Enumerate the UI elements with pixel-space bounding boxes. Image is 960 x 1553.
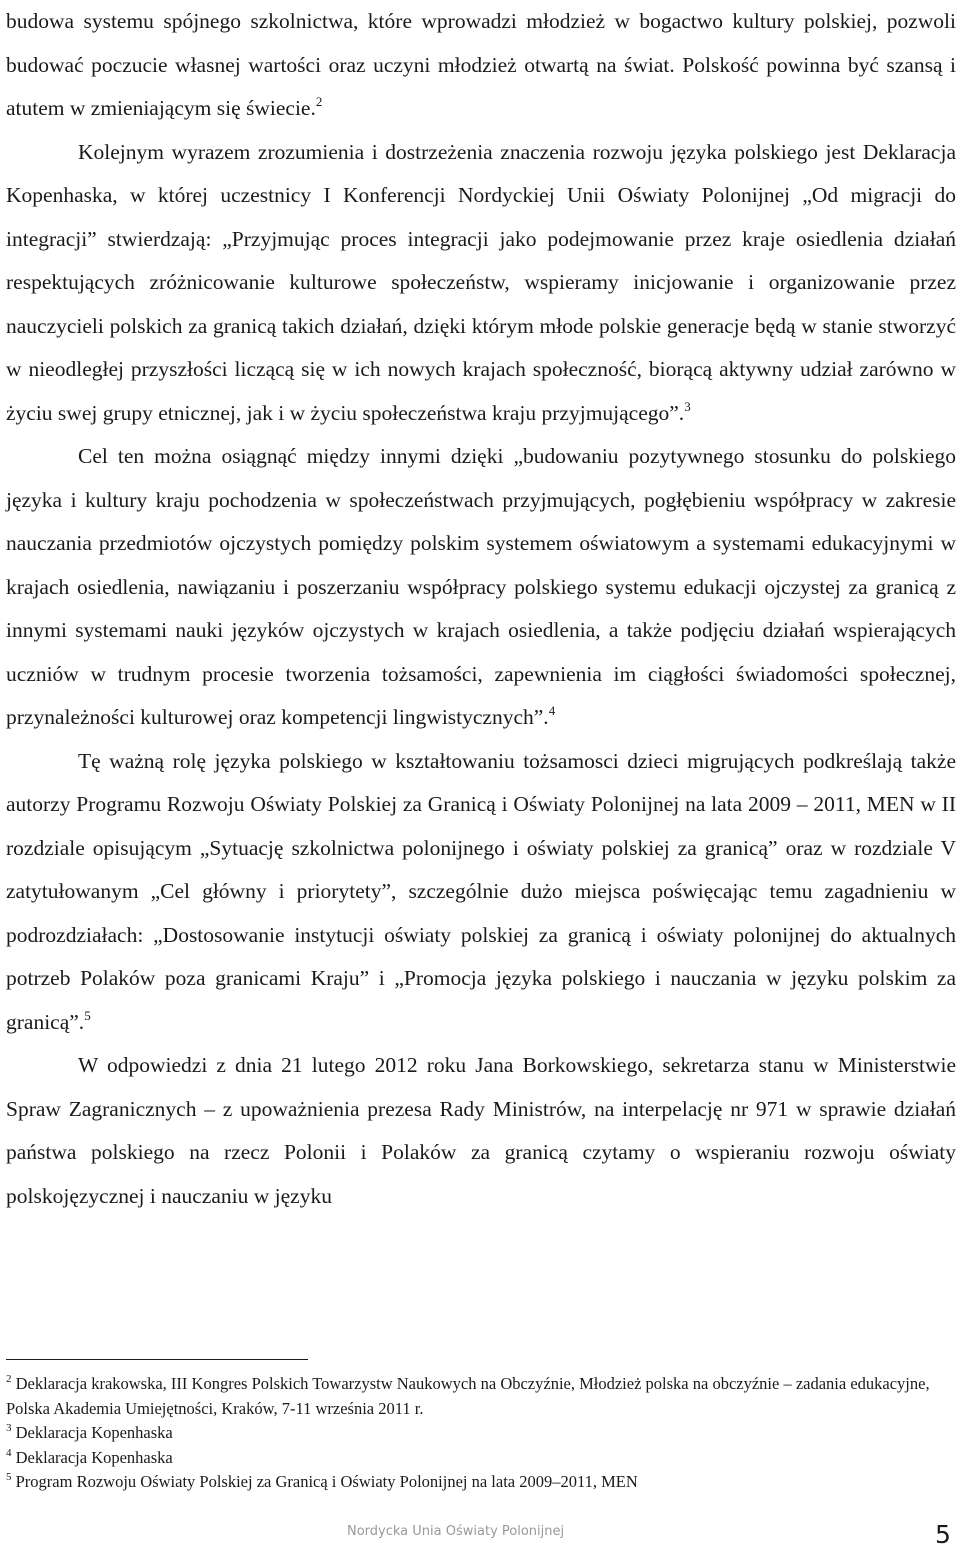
page-number: 5 [935,1520,951,1549]
paragraph-interpellation [6,1044,956,1218]
paragraph-text: budowa systemu spójnego szkolnictwa, które wprowadzi młodzież w bogactwo kultury polskiej, pozwoli budować poczucie własnej wartości oraz uczyni młodzież otwartą na świat. Polskość powinna być szansą i atutem w zmieniającym się świecie. [6,9,956,120]
footnote [6,1470,956,1495]
paragraph-text: Kolejnym wyrazem zrozumienia i dostrzeżenia znaczenia rozwoju języka polskiego jest Deklaracja Kopenhaska, w której uczestnicy I Konferencji Nordyckiej Unii Oświaty Polonijnej „Od migracji do integracji” stwierdzają: „Przyjmując proces integracji jako podejmowanie przez kraje osiedlenia działań respektujących zróżnicowanie kulturowe społeczeństw, wspieramy inicjowanie i organizowanie przez nauczycieli polskich za granicą takich działań, dzięki którym młode polskie generacje będą w stanie stworzyć w nieodległej przyszłości liczącą się w ich nowych krajach społeczność, biorącą aktywny udział zarówno w życiu swej grupy etnicznej, jak i w życiu społeczeństwa kraju przyjmującego”. [6,139,956,425]
footnotes [6,1372,956,1495]
footnote-ref[interactable]: 4 [548,703,556,718]
footnote-number: 3 [6,1422,12,1434]
footnote [6,1446,956,1471]
paragraph-continuation [6,0,956,131]
paragraph-text: Cel ten można osiągnąć między innymi dzięki „budowaniu pozytywnego stosunku do polskiego języka i kultury kraju pochodzenia w społeczeństwach przyjmujących, pogłębieniu współpracy w zakresie nauczania przedmiotów ojczystych pomiędzy polskim systemem oświatowym a systemami edukacyjnymi w krajach osiedlenia, nawiązaniu i poszerzaniu współpracy polskiego systemu edukacji ojczystej za granicą z innymi systemami nauki języków ojczystych w krajach osiedlenia, a także podjęciu działań wspierających uczniów w trudnym procesie tworzenia tożsamości, zapewnienia im ciągłości świadomości społecznej, przynależności kulturowej oraz kompetencji lingwistycznych”. [6,444,956,729]
footnote-number: 2 [6,1373,12,1385]
paragraph-program [6,740,956,1045]
footnote-text: Deklaracja Kopenhaska [15,1423,173,1442]
footnote-ref[interactable]: 5 [84,1007,91,1023]
body-text [6,0,956,1218]
document-page [6,0,956,1218]
footer-title: Nordycka Unia Oświaty Polonijnej [347,1524,565,1539]
footnote-text: Deklaracja Kopenhaska [15,1447,173,1467]
paragraph-text: W odpowiedzi z dnia 21 lutego 2012 roku Jana Borkowskiego, sekretarza stanu w Ministerstwie Spraw Zagranicznych – z upoważnienia prezesa Rady Ministrów, na interpelację nr 971 w sprawie działań państwa polskiego na rzecz Polonii i Polaków za granicą czytamy o wspieraniu rozwoju oświaty polskojęzycznej i nauczaniu w języku [6,1053,956,1208]
paragraph-goal [6,435,956,740]
paragraph-copenhagen-declaration [6,131,956,436]
footnote [6,1372,956,1421]
footnote-ref[interactable]: 3 [684,398,691,414]
paragraph-text: Tę ważną rolę języka polskiego w kształtowaniu tożsamosci dzieci migrujących podkreślają także autorzy Programu Rozwoju Oświaty Polskiej za Granicą i Oświaty Polonijnej na lata 2009 – 2011, MEN w II rozdziale opisującym „Sytuację szkolnictwa polonijnego i oświaty polskiej za granicą” oraz w rozdziale V zatytułowanym „Cel główny i priorytety”, szczególnie dużo miejsca poświęcając temu zagadnieniu w podrozdziałach: „Dostosowanie instytucji oświaty polskiej za granicą i oświaty polonijnej do aktualnych potrzeb Polaków poza granicami Kraju” i „Promocja języka polskiego i nauczania w języku polskim za granicą”. [6,748,956,1034]
footnote-separator [6,1359,308,1360]
footnote-text: Deklaracja krakowska, III Kongres Polskich Towarzystw Naukowych na Obczyźnie, Młodzież polska na obczyźnie – zadania edukacyjne, Polska Akademia Umiejętności, Kraków, 7-11 września 2011 r. [6,1374,930,1418]
footnote-number: 4 [6,1446,12,1459]
footnote [6,1421,956,1446]
footnote-number: 5 [6,1471,12,1483]
footnote-ref[interactable]: 2 [315,94,323,109]
footnote-text: Program Rozwoju Oświaty Polskiej za Granicą i Oświaty Polonijnej na lata 2009–2011, MEN [15,1472,638,1491]
